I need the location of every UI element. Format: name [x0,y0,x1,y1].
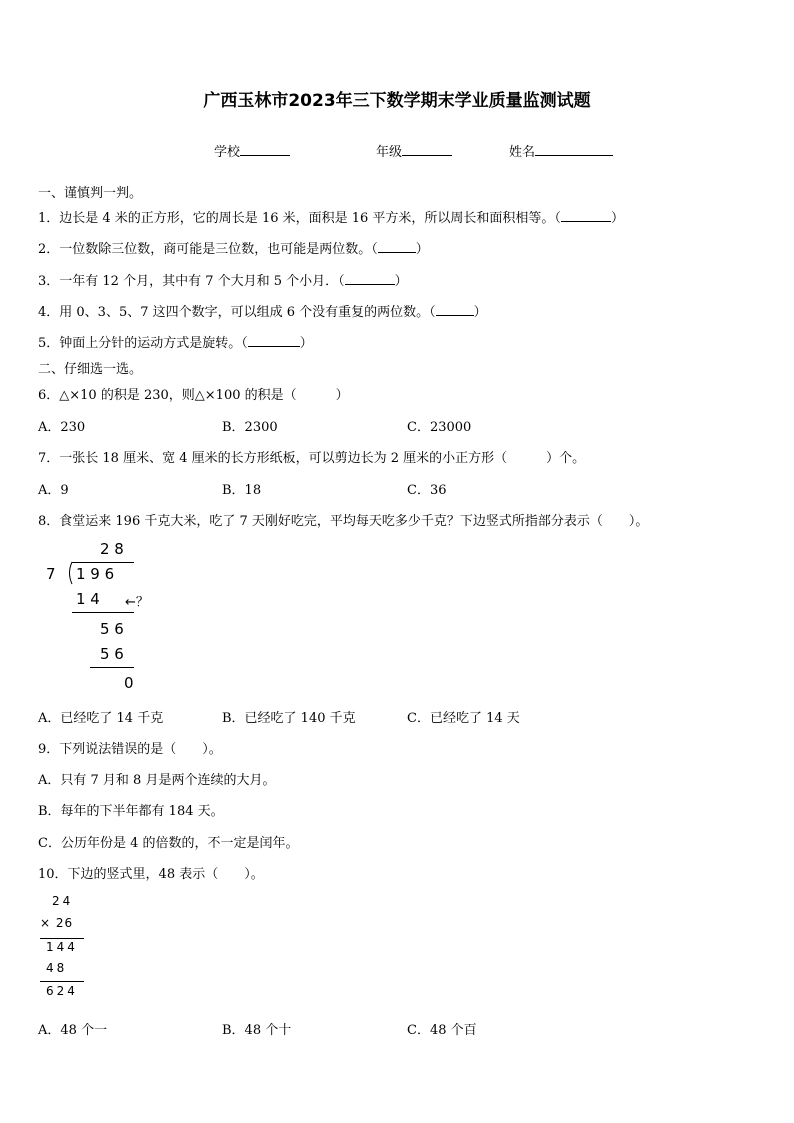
q6-option-a[interactable]: A．230 [38,420,86,435]
division-bracket [66,561,76,585]
q7-option-c[interactable]: C．36 [407,483,447,498]
answer-blank[interactable] [248,334,300,347]
q9-option-c[interactable]: C．公历年份是 4 的倍数的，不一定是闰年。 [38,836,299,851]
division-quotient: 2 8 [100,540,124,558]
mult-times: × 26 [40,916,74,930]
judge-item-text: 1．边长是 4 米的正方形，它的周长是 16 米，面积是 16 平方米，所以周长和面积相等。 [38,211,555,226]
school-blank[interactable] [240,141,290,156]
judge-item-5: 5．钟面上分针的运动方式是旋转。（ ） [38,336,313,351]
mult-partial-2: 48 [46,961,68,975]
question-8-stem: 8．食堂运来 196 千克大米，吃了 7 天刚好吃完，平均每天吃多少千克？下边竖式所指部分表示（ ）。 [38,514,649,529]
q8-option-b[interactable]: B．已经吃了 140 千克 [222,711,356,726]
page-title: 广西玉林市2023年三下数学期末学业质量监测试题 [203,91,591,111]
grade-label: 年级 [376,145,403,160]
division-arrow: ←？ [125,595,149,610]
division-step-2: 5 6 [100,620,124,638]
q10-option-b[interactable]: B．48 个十 [222,1023,292,1038]
grade-blank[interactable] [402,141,452,156]
answer-blank[interactable] [436,303,474,316]
division-dividend: 1 9 6 [76,565,115,583]
judge-item-text: 3．一年有 12 个月，其中有 7 个大月和 5 个小月． [38,274,339,289]
division-line-1 [72,612,134,613]
question-9-stem: 9．下列说法错误的是（ ）。 [38,742,222,757]
answer-blank[interactable] [345,272,395,285]
judge-item-text: 4．用 0、3、5、7 这四个数字，可以组成 6 个没有重复的两位数。 [38,305,430,320]
school-label: 学校 [214,145,241,160]
judge-item-4: 4．用 0、3、5、7 这四个数字，可以组成 6 个没有重复的两位数。（ ） [38,305,487,320]
question-10-stem: 10．下边的竖式里，48 表示（ ）。 [38,867,264,882]
question-7-stem: 7．一张长 18 厘米、宽 4 厘米的长方形纸板，可以剪边长为 2 厘米的小正方形（ ）个。 [38,451,586,466]
q7-option-a[interactable]: A．9 [38,483,69,498]
judge-item-3: 3．一年有 12 个月，其中有 7 个大月和 5 个小月．（ ） [38,274,408,289]
q10-option-a[interactable]: A．48 个一 [38,1023,108,1038]
section-heading-1: 一、谨慎判一判。 [38,186,143,201]
mult-top: 24 [52,894,74,908]
name-blank[interactable] [535,141,613,156]
question-6-stem: 6．△×10 的积是 230，则△×100 的积是（ ） [38,388,349,403]
q6-option-b[interactable]: B．2300 [222,420,278,435]
judge-item-2: 2．一位数除三位数，商可能是三位数，也可能是两位数。（ ） [38,242,429,257]
q8-option-a[interactable]: A．已经吃了 14 千克 [38,711,164,726]
division-step-3: 5 6 [100,645,124,663]
division-divisor: 7 [46,565,56,583]
division-line-2 [90,667,134,668]
q9-option-b[interactable]: B．每年的下半年都有 184 天。 [38,804,224,819]
name-field [509,141,613,160]
q9-option-a[interactable]: A．只有 7 月和 8 月是两个连续的大月。 [38,773,276,788]
name-label: 姓名 [509,145,536,160]
q8-option-c[interactable]: C．已经吃了 14 天 [407,711,520,726]
grade-field [376,141,452,160]
judge-item-text: 2．一位数除三位数，商可能是三位数，也可能是两位数。 [38,242,372,257]
judge-item-1: 1．边长是 4 米的正方形，它的周长是 16 米，面积是 16 平方米，所以周长和面积相等。（ ） [38,211,624,226]
mult-result: 624 [46,984,78,998]
mult-partial-1: 144 [46,940,78,954]
mult-line-1 [40,938,84,939]
q7-option-b[interactable]: B．18 [222,483,262,498]
division-bar [72,562,134,563]
section-heading-2: 二、仔细选一选。 [38,362,143,377]
q6-option-c[interactable]: C．23000 [407,420,472,435]
division-step-1: 1 4 [76,590,100,608]
mult-line-2 [40,981,84,982]
judge-item-text: 5．钟面上分针的运动方式是旋转。 [38,336,242,351]
school-field [214,141,290,160]
q10-option-c[interactable]: C．48 个百 [407,1023,477,1038]
answer-blank[interactable] [378,240,416,253]
division-remainder: 0 [124,674,134,692]
answer-blank[interactable] [561,209,611,222]
